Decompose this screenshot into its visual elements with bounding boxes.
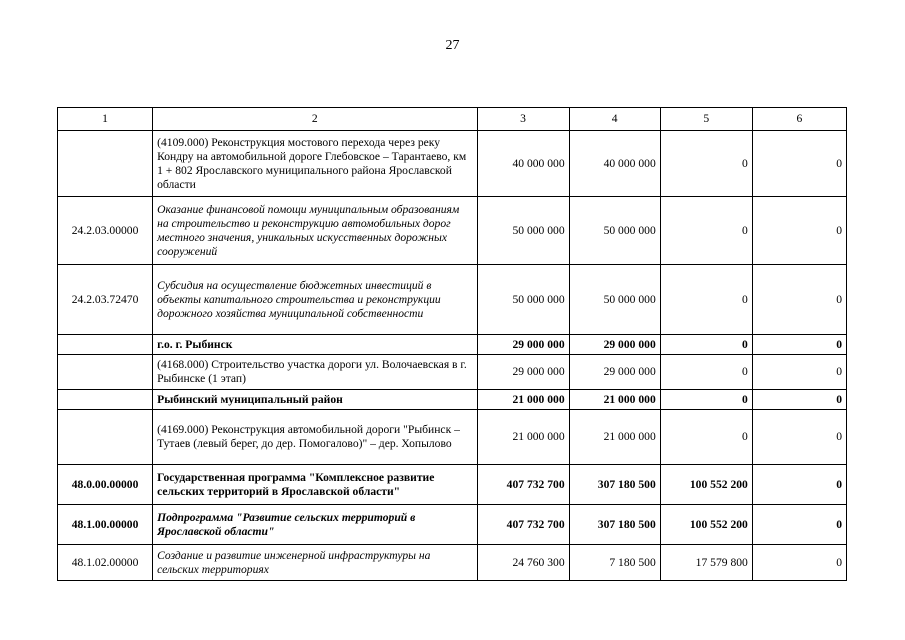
row-col3-cell: 21 000 000 (477, 390, 569, 410)
row-col4-cell: 50 000 000 (569, 197, 660, 265)
row-col3-cell: 50 000 000 (477, 265, 569, 335)
budget-table (57, 107, 847, 581)
row-col3-cell: 29 000 000 (477, 335, 569, 355)
table-row (58, 335, 847, 355)
table-row (58, 465, 847, 505)
row-col4-cell: 29 000 000 (569, 355, 660, 390)
row-name-cell: г.о. г. Рыбинск (153, 335, 477, 355)
row-col4-cell: 50 000 000 (569, 265, 660, 335)
row-col4-cell: 307 180 500 (569, 505, 660, 545)
row-col6-cell: 0 (752, 197, 846, 265)
header-cell-3: 3 (477, 108, 569, 131)
table-row (58, 410, 847, 465)
row-name-cell: Субсидия на осуществление бюджетных инвестиций в объекты капитального строительства и реконструкции дорожного хозяйства муниципальной собственности (153, 265, 477, 335)
row-col5-cell: 0 (660, 197, 752, 265)
row-name-cell: Подпрограмма "Развитие сельских территорий в Ярославской области" (153, 505, 477, 545)
row-code-cell (58, 131, 153, 197)
row-code-cell: 24.2.03.00000 (58, 197, 153, 265)
row-col4-cell: 7 180 500 (569, 545, 660, 581)
row-col4-cell: 21 000 000 (569, 410, 660, 465)
row-code-cell (58, 355, 153, 390)
row-col3-cell: 407 732 700 (477, 465, 569, 505)
table-row (58, 545, 847, 581)
table-row (58, 505, 847, 545)
row-col3-cell: 21 000 000 (477, 410, 569, 465)
row-col5-cell: 0 (660, 335, 752, 355)
table-header-row (58, 108, 847, 131)
row-col3-cell: 24 760 300 (477, 545, 569, 581)
table-row (58, 131, 847, 197)
row-col5-cell: 0 (660, 390, 752, 410)
row-code-cell: 48.1.00.00000 (58, 505, 153, 545)
row-name-cell: (4168.000) Строительство участка дороги ул. Волочаевская в г. Рыбинске (1 этап) (153, 355, 477, 390)
row-col5-cell: 0 (660, 131, 752, 197)
row-col6-cell: 0 (752, 355, 846, 390)
row-col3-cell: 29 000 000 (477, 355, 569, 390)
budget-table-body (58, 108, 847, 581)
row-code-cell (58, 390, 153, 410)
row-col4-cell: 307 180 500 (569, 465, 660, 505)
header-cell-2: 2 (153, 108, 477, 131)
row-col6-cell: 0 (752, 390, 846, 410)
header-cell-1: 1 (58, 108, 153, 131)
row-col5-cell: 100 552 200 (660, 505, 752, 545)
row-name-cell: Создание и развитие инженерной инфраструктуры на сельских территориях (153, 545, 477, 581)
header-cell-5: 5 (660, 108, 752, 131)
row-code-cell: 24.2.03.72470 (58, 265, 153, 335)
row-col6-cell: 0 (752, 505, 846, 545)
row-col3-cell: 407 732 700 (477, 505, 569, 545)
row-col6-cell: 0 (752, 335, 846, 355)
row-col5-cell: 0 (660, 410, 752, 465)
row-col4-cell: 40 000 000 (569, 131, 660, 197)
row-code-cell: 48.1.02.00000 (58, 545, 153, 581)
table-row (58, 265, 847, 335)
row-col6-cell: 0 (752, 265, 846, 335)
table-row (58, 355, 847, 390)
table-row (58, 390, 847, 410)
row-code-cell (58, 335, 153, 355)
row-code-cell: 48.0.00.00000 (58, 465, 153, 505)
row-col6-cell: 0 (752, 131, 846, 197)
row-col6-cell: 0 (752, 465, 846, 505)
row-col5-cell: 100 552 200 (660, 465, 752, 505)
row-name-cell: Государственная программа "Комплексное развитие сельских территорий в Ярославской области" (153, 465, 477, 505)
row-name-cell: Рыбинский муниципальный район (153, 390, 477, 410)
row-col5-cell: 17 579 800 (660, 545, 752, 581)
row-col6-cell: 0 (752, 545, 846, 581)
header-cell-4: 4 (569, 108, 660, 131)
row-col6-cell: 0 (752, 410, 846, 465)
header-cell-6: 6 (752, 108, 846, 131)
row-col5-cell: 0 (660, 355, 752, 390)
row-col3-cell: 40 000 000 (477, 131, 569, 197)
row-code-cell (58, 410, 153, 465)
row-col3-cell: 50 000 000 (477, 197, 569, 265)
row-col4-cell: 29 000 000 (569, 335, 660, 355)
page-number: 27 (445, 38, 460, 53)
row-name-cell: (4169.000) Реконструкция автомобильной дороги "Рыбинск – Тутаев (левый берег, до дер. Помогалово)" – дер. Хопылово (153, 410, 477, 465)
row-col4-cell: 21 000 000 (569, 390, 660, 410)
row-name-cell: Оказание финансовой помощи муниципальным образованиям на строительство и реконструкцию автомобильных дорог местного значения, уникальных искусственных дорожных сооружений (153, 197, 477, 265)
table-row (58, 197, 847, 265)
row-col5-cell: 0 (660, 265, 752, 335)
row-name-cell: (4109.000) Реконструкция мостового перехода через реку Кондру на автомобильной дороге Глебовское – Тарантаево, км 1 + 802 Ярославского муниципального района Ярославской области (153, 131, 477, 197)
